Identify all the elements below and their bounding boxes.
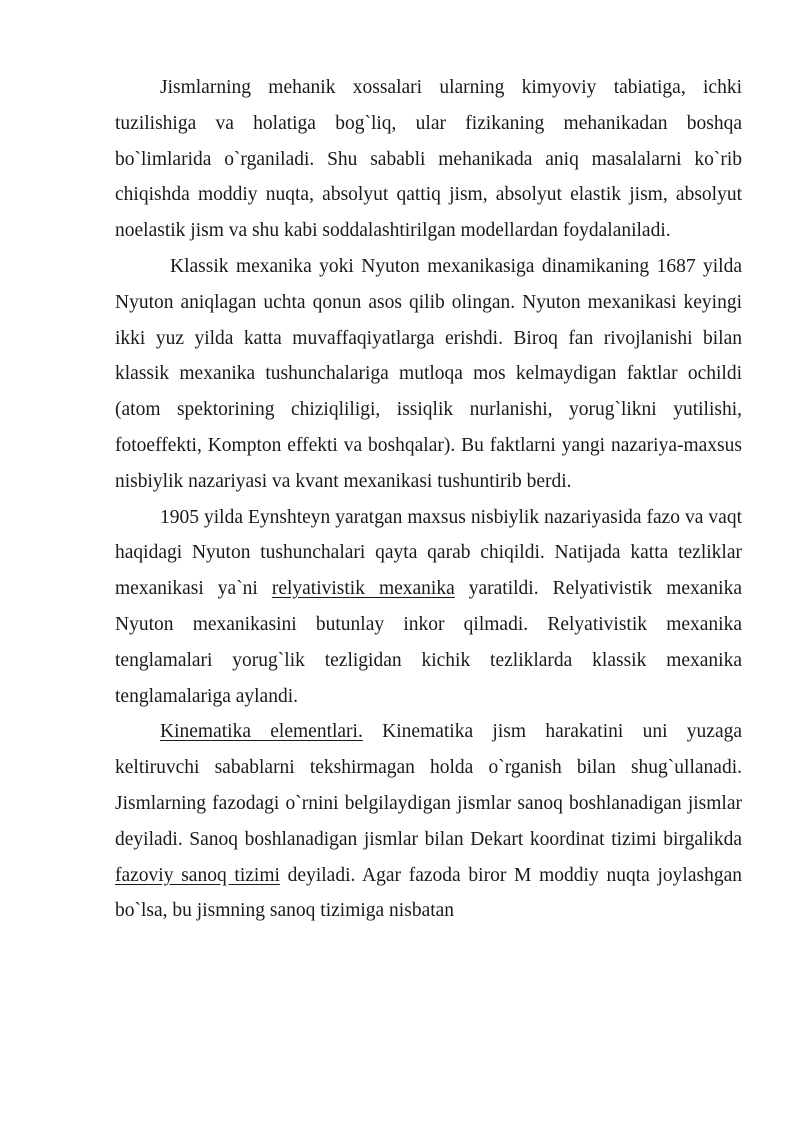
paragraph-text-after: yaratildi. Relyativistik mexanika Nyuton mexanikasini butunlay inkor qilmadi. Relyativistik mexanika tenglamalari yorug`lik tezligidan kichik tezliklarda klassik mexanika tenglamalariga aylandi.: [115, 578, 743, 707]
paragraph-text-before: 1905 yilda Eynshteyn yaratgan maxsus nisbiylik nazariyasida fazo va vaqt haqidagi Nyuton tushunchalari qayta qarab chiqildi. Natijada katta tezliklar mexanikasi ya`ni: [115, 506, 742, 600]
paragraph-text: Jismlarning mehanik xossalari ularning kimyoviy tabiatiga, ichki tuzilishiga va holatiga bog`liq, ular fizikaning mehanikadan boshqa bo`limlarida o`rganiladi. Shu sababli mehanikada aniq masalalarni ko`rib chiqishda moddiy nuqta, absolyut qattiq jism, absolyut elastik jism, absolyut noelastik jism va shu kabi soddalashtirilgan modellardan foydalaniladi.: [115, 77, 742, 242]
paragraph-relativity: [115, 500, 742, 715]
underlined-term-relativistic-mechanics: relyativistik mexanika: [271, 578, 455, 600]
paragraph-kinematics: [115, 714, 742, 929]
paragraph-text-after: deyiladi. Agar fazoda biror M moddiy nuqta joylashgan bo`lsa, bu jismning sanoq tizimiga nisbatan: [115, 864, 742, 922]
document-page: [115, 70, 742, 929]
paragraph-text-before: Kinematika jism harakatini uni yuzaga keltiruvchi sabablarni tekshirmagan holda o`rganish bilan shug`ullanadi. Jismlarning fazodagi o`rnini belgilaydigan jismlar sanoq boshlanadigan jismlar deyiladi. Sanoq boshlanadigan jismlar bilan Dekart koordinat tizimi birgalikda: [115, 721, 743, 850]
paragraph-text: Klassik mexanika yoki Nyuton mexanikasiga dinamikaning 1687 yilda Nyuton aniqlagan uchta qonun asos qilib olingan. Nyuton mexanikasi keyingi ikki yuz yilda katta muvaffaqiyatlarga erishdi. Biroq fan rivojlanishi bilan klassik mexanika tushunchalariga mutloqa mos kelmaydigan faktlar ochildi (atom spektorining chiziqliligi, issiqlik nurlanishi, yorug`likni yutilishi, fotoeffekti, Kompton effekti va boshqalar). Bu faktlarni yangi nazariya-maxsus nisbiylik nazariyasi va kvant mexanikasi tushuntirib berdi.: [115, 255, 742, 492]
underlined-term-reference-system: fazoviy sanoq tizimi: [115, 864, 280, 886]
section-heading-kinematics: Kinematika elementlari.: [160, 721, 363, 743]
paragraph-mechanical-properties: [115, 70, 742, 249]
paragraph-classical-mechanics: [115, 249, 742, 500]
